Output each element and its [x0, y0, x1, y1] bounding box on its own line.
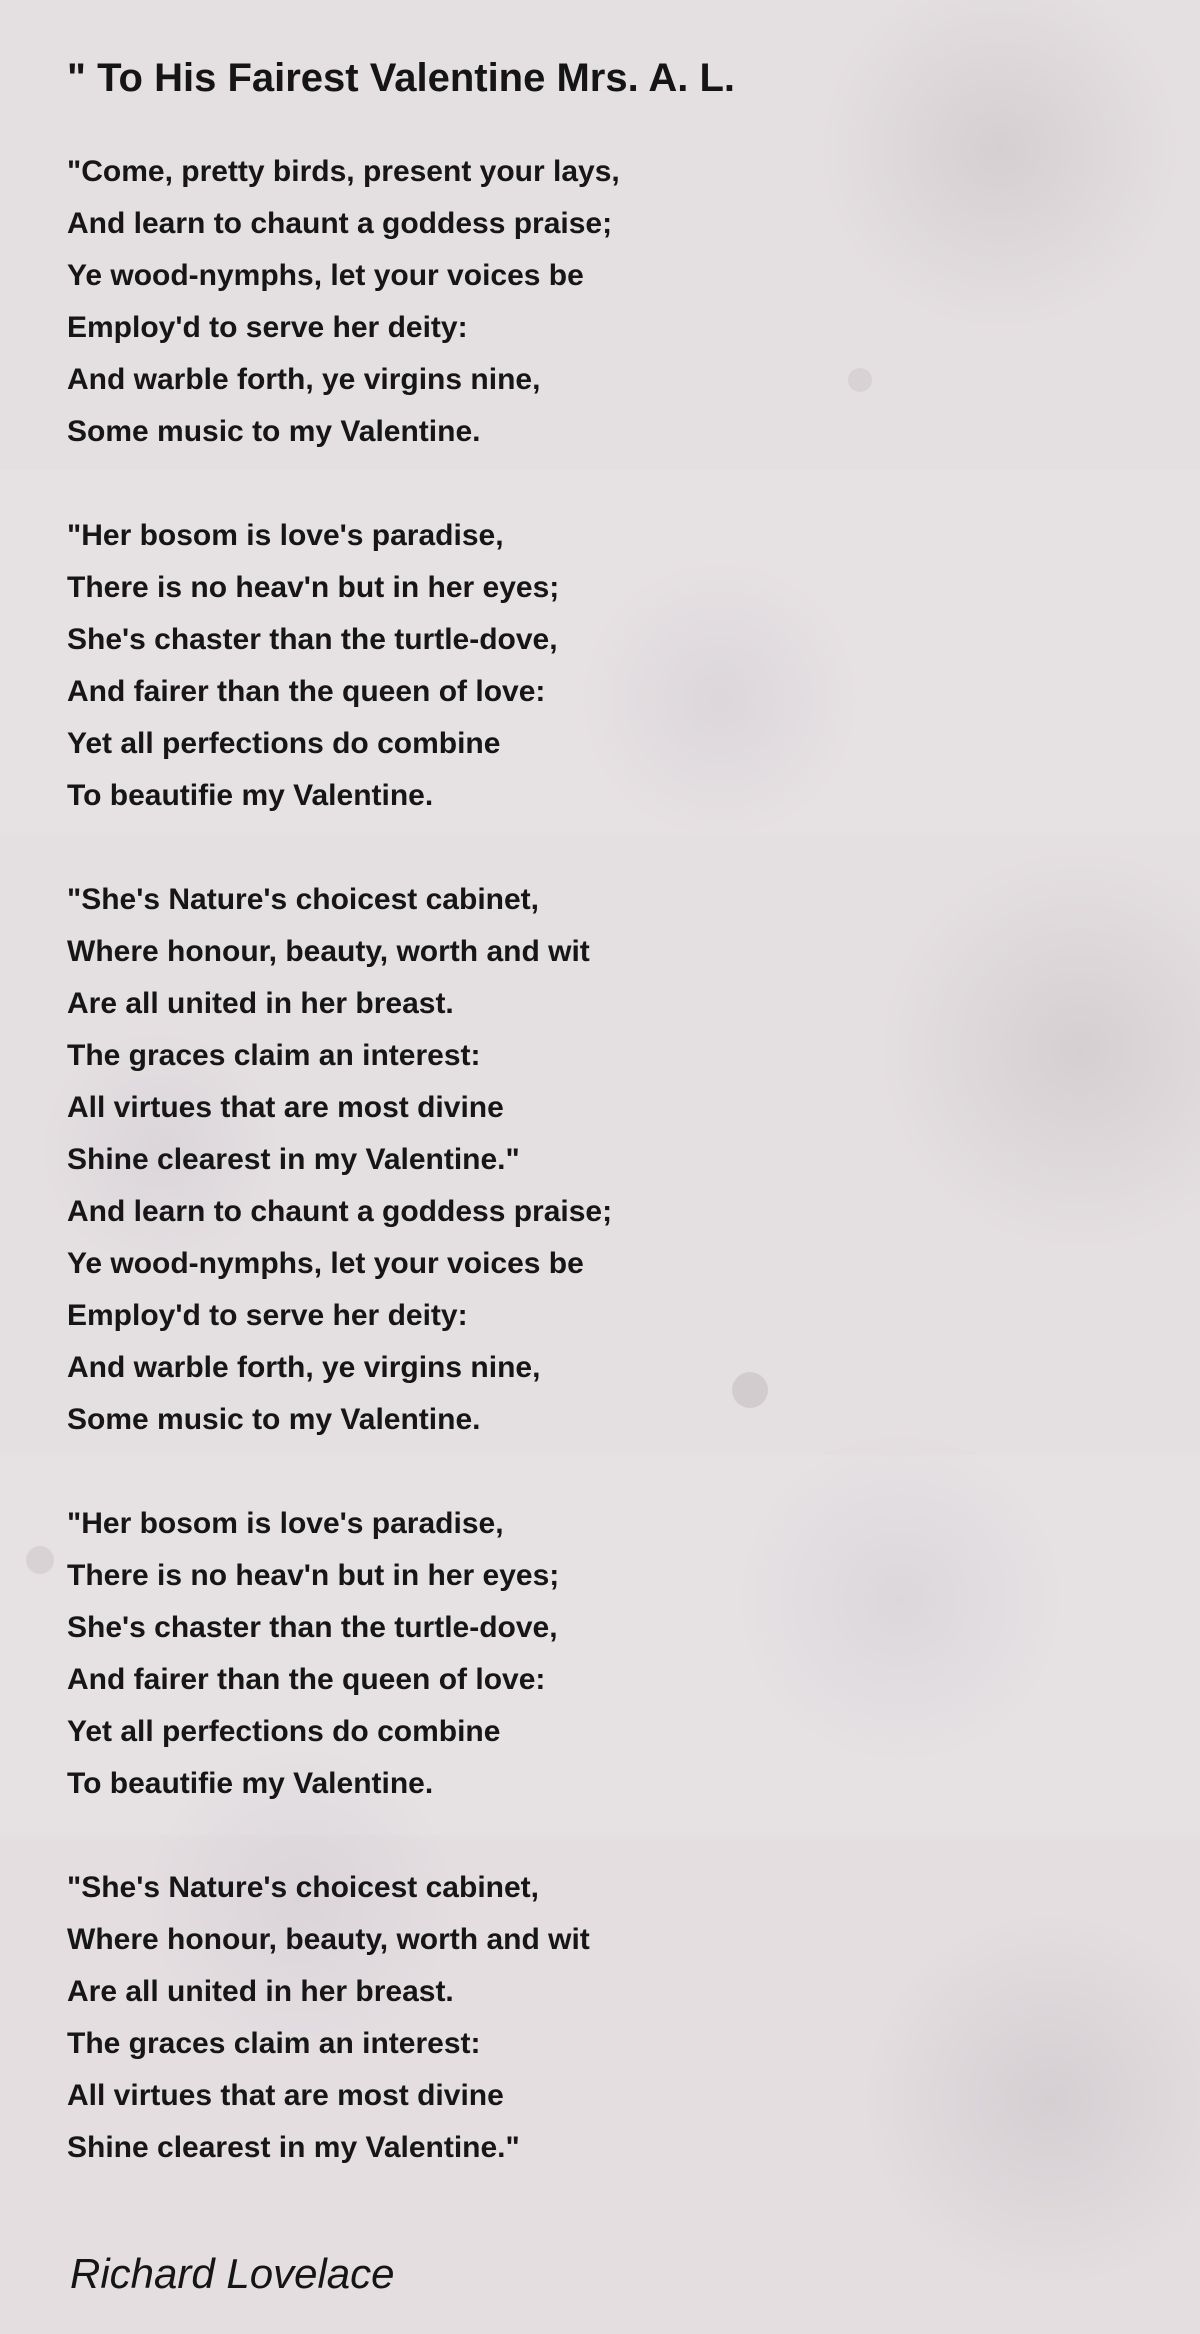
poem-author: Richard Lovelace: [70, 2250, 395, 2297]
poem-line: She's chaster than the turtle-dove,: [67, 623, 558, 656]
poem-line: Where honour, beauty, worth and wit: [67, 1923, 590, 1956]
poem-line: The graces claim an interest:: [67, 1039, 481, 1072]
poem-line: "She's Nature's choicest cabinet,: [67, 883, 539, 916]
poem-title: " To His Fairest Valentine Mrs. A. L.: [67, 56, 736, 100]
stanza-4: [67, 1498, 1200, 1810]
poem-line: And fairer than the queen of love:: [67, 1663, 546, 1696]
stanza-2: [67, 510, 1200, 822]
poem-line: And learn to chaunt a goddess praise;: [67, 1195, 613, 1228]
poem-line: She's chaster than the turtle-dove,: [67, 1611, 558, 1644]
poem-line: "Come, pretty birds, present your lays,: [67, 155, 620, 188]
stanza-3: [67, 874, 1200, 1446]
poem-line: To beautifie my Valentine.: [67, 1767, 434, 1800]
poem-line: Some music to my Valentine.: [67, 1403, 481, 1436]
poem-line: "She's Nature's choicest cabinet,: [67, 1871, 539, 1904]
poem-line: Ye wood-nymphs, let your voices be: [67, 259, 584, 292]
poem-line: Employ'd to serve her deity:: [67, 311, 468, 344]
poem-line: Shine clearest in my Valentine.": [67, 1143, 520, 1176]
poem-line: And warble forth, ye virgins nine,: [67, 1351, 541, 1384]
poem-line: Are all united in her breast.: [67, 1975, 454, 2008]
poem-line: "Her bosom is love's paradise,: [67, 1507, 504, 1540]
poem-line: Employ'd to serve her deity:: [67, 1299, 468, 1332]
poem-line: Are all united in her breast.: [67, 987, 454, 1020]
poem-line: All virtues that are most divine: [67, 1091, 504, 1124]
poem-line: Some music to my Valentine.: [67, 415, 481, 448]
poem-line: All virtues that are most divine: [67, 2079, 504, 2112]
poem-line: Shine clearest in my Valentine.": [67, 2131, 520, 2164]
stanza-5: [67, 1862, 1200, 2174]
poem-line: "Her bosom is love's paradise,: [67, 519, 504, 552]
poem-line: The graces claim an interest:: [67, 2027, 481, 2060]
poem-line: Yet all perfections do combine: [67, 727, 501, 760]
poem-line: Ye wood-nymphs, let your voices be: [67, 1247, 584, 1280]
poem-line: Where honour, beauty, worth and wit: [67, 935, 590, 968]
poem-line: And fairer than the queen of love:: [67, 675, 546, 708]
poem-line: To beautifie my Valentine.: [67, 779, 434, 812]
poem-line: And warble forth, ye virgins nine,: [67, 363, 541, 396]
poem-line: Yet all perfections do combine: [67, 1715, 501, 1748]
poem-line: There is no heav'n but in her eyes;: [67, 1559, 560, 1592]
poem-line: And learn to chaunt a goddess praise;: [67, 207, 613, 240]
poem-line: There is no heav'n but in her eyes;: [67, 571, 560, 604]
stanza-1: [67, 146, 1200, 458]
